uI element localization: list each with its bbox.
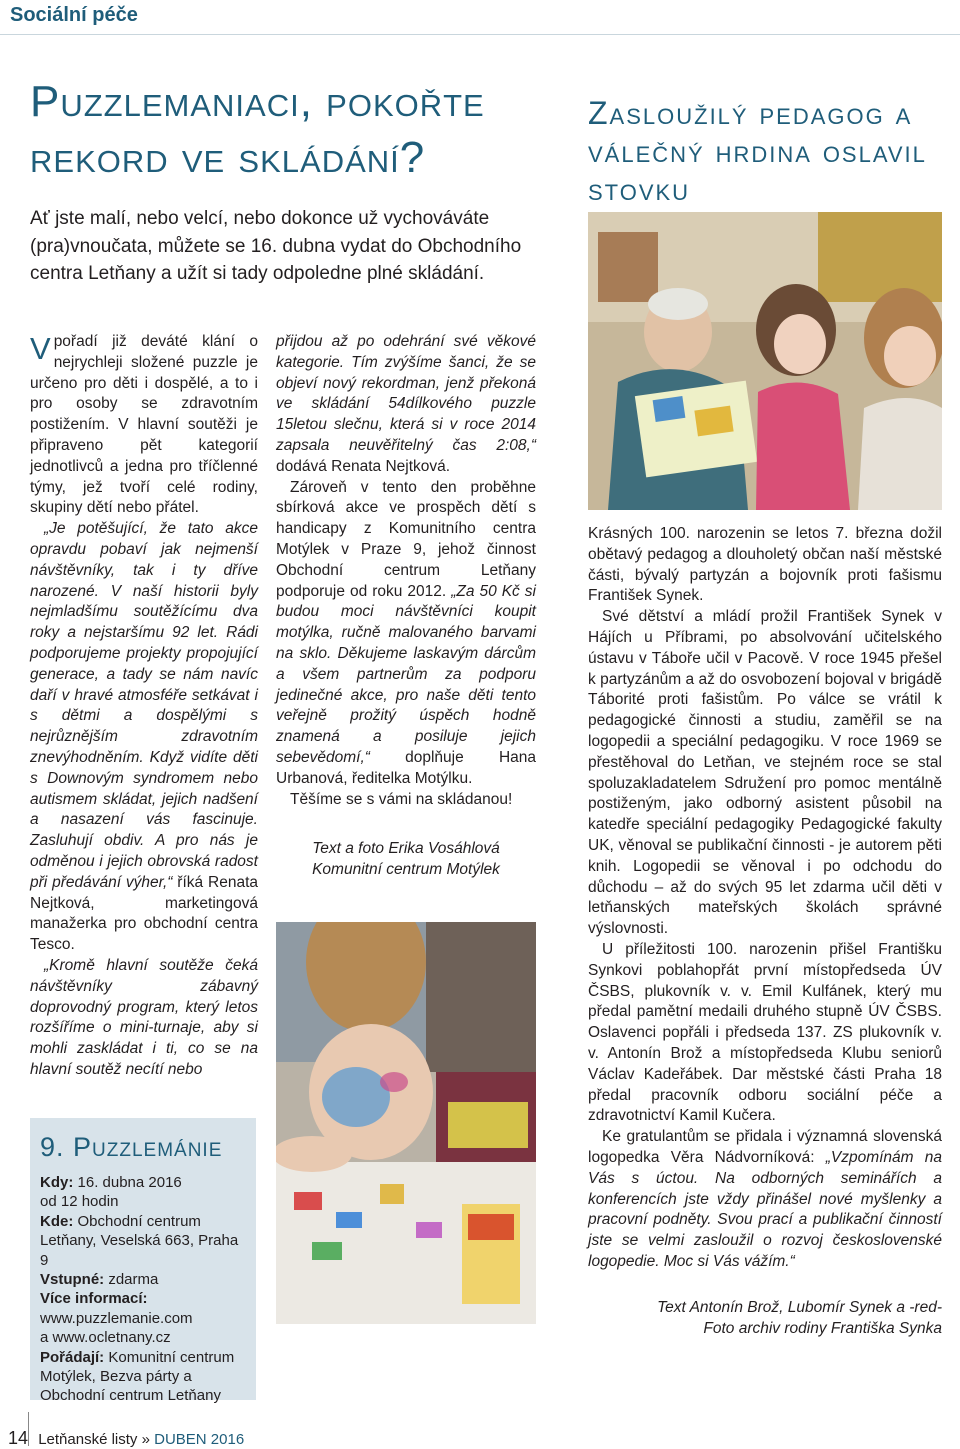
children-puzzle-photo-illustration (276, 922, 536, 1324)
info-web-link[interactable]: www.puzzlemanie.com (40, 1309, 193, 1327)
info-value: Obchodní centrum Letňany, Veselská 663, Praha 9 (40, 1212, 239, 1269)
paragraph: Zároveň v tento den proběhne sbírková akce ve prospěch dětí s handicapy z Komunitního centra Motýlek v Praze 9, jehož činnost Obchodní centrum Letňany podporuje od roku 2012. (276, 478, 536, 600)
section-label: Sociální péče (10, 4, 138, 26)
info-label: Více informací: (40, 1290, 148, 1308)
paragraph: pořadí již deváté klání o nejrychleji složené puzzle je určeno pro děti i dospělé, a to i pro osoby se zdravotním postižením. V hlavní soutěži je připraveno pět kategorií jednotlivců a jedna pro tříčlenné týmy, jež tvoří celé rodiny, skupiny dětí nebo přátel. (30, 333, 258, 517)
teacher-with-children-photo (588, 212, 942, 510)
info-label: Vstupné: (40, 1271, 105, 1289)
info-label: Pořádají: (40, 1348, 105, 1366)
publication-name: Letňanské listy (38, 1431, 138, 1448)
paragraph: doplňuje Hana Urbanová, ředitelka Motýlku. (276, 748, 536, 787)
quote-text: „Kromě hlavní soutěže čeká návštěvníky zábavný doprovodný program, který letos rozšíříme o mini-turnaje, aby si mohli zaskládat i ti, co se na hlavní soutěž necítí nebo (30, 956, 258, 1078)
closing-line: Těšíme se s vámi na skládanou! (290, 790, 513, 808)
paragraph: říká Renata Nejtková, marketingová manažerka pro obchodní centra Tesco. (30, 873, 259, 954)
main-article-column-2 (276, 332, 536, 880)
info-label: Kde: (40, 1212, 74, 1230)
quote-text: „Vzpomínám na Vás s úctou. Na odborných seminářích a konferencích jste vždy přinášel nové myšlenky a pracovní podněty. Svou prací a publikační činností jste se velmi zasloužil o rozvoj československé logopedie. Moc si Vás vážím.“ (588, 1148, 942, 1270)
drop-cap: V (30, 331, 51, 366)
credit-line: Text a foto Erika Vosáhlová (312, 840, 500, 858)
side-article-title: Zasloužilý pedagog a válečný hrdina oslavil stovku (588, 95, 927, 207)
info-time: od 12 hodin (40, 1193, 119, 1211)
credit-line: Text Antonín Brož, Lubomír Synek a -red- (657, 1298, 942, 1316)
info-value: Komunitní centrum Motýlek, Bezva párty a Obchodní centrum Letňany (40, 1348, 235, 1405)
main-article-credit (276, 838, 536, 880)
teacher-photo-illustration (588, 212, 942, 510)
paragraph: Krásných 100. narozenin se letos 7. března dožil obětavý pedagog a dlouholetý občan naší městské části, bývalý partyzán a bojovník proti fašismu František Synek. (588, 525, 942, 605)
quote-text: přijdou až po odehrání své věkové kategorie. Tím zvýšíme šanci, že se objeví nový rekordman, jenž překoná ve skládání 54dílkového puzzle 15letou slečnu, která si v roce 2014 zapsala neuvěřitelný čas 2:08,“ (276, 333, 536, 454)
info-more (40, 1289, 246, 1308)
page-number: 14 (8, 1428, 29, 1448)
event-info-box (30, 1118, 256, 1405)
credit-line: Foto archiv rodiny Františka Synka (703, 1319, 942, 1337)
quote-text: „Je potěšující, že tato akce opravdu pobaví jak nejmenší návštěvníky, tak i ty dříve narozené. V naší historii byly nejmladšímu soutěžícímu dva roky a nejstaršímu 92 let. Rádi podporujeme projekty propojující generace, a tady se nám navíc daří v hravé atmosféře setkávat i s dětmi a dospělými s nejrůznějším zdravotním znevýhodněním. Když vidíte děti s Downovým syndromem nebo autismem skládat, jejich nadšení a nasazení vás fascinuje. Zasluhují obdiv. A pro nás je odměnou i jejich obrovská radost při předávání výher,“ (30, 520, 258, 891)
side-article-body (588, 524, 942, 1339)
info-when (40, 1173, 246, 1192)
info-where (40, 1212, 246, 1270)
quote-text: „Za 50 Kč si budou moci návštěvníci koupit motýlka, ručně malovaného barvami na sklo. Děkujeme laskavým dárcům a všem partnerům za podporu jedinečné akce, pro naše děti tento veřejně prožitý úspěch hodně znamená a posiluje jejich sebevědomí,“ (276, 582, 536, 766)
children-puzzle-photo (276, 922, 536, 1324)
paragraph: U příležitosti 100. narozenin přišel Františku Synkovi poblahopřát první místopředseda ÚV ČSBS, plukovník v. v. Emil Kulfánek, který mu předal pamětní medaili druhého stupně ÚV ČSBS. Oslavenci popřáli i předseda 137. ZS plukovník v. v. Antonín Brož a místopředseda Klubu seniorů Václav Kadeřábek. Dar městské části Praha 18 předal pracovník odboru sociální péče a zdravotnictví Kamil Kučera. (588, 940, 942, 1125)
info-entry (40, 1270, 246, 1289)
info-web-link[interactable]: a www.ocletnany.cz (40, 1329, 171, 1347)
footer-separator: » (141, 1431, 150, 1448)
info-value: zdarma (104, 1271, 159, 1289)
top-divider (0, 34, 960, 35)
main-article-lead: Ať jste malí, nebo velcí, nebo dokonce už vychováváte (pra)vnoučata, můžete se 16. dubna vydat do Obchodního centra Letňany a užít si tady odpoledne plné skládání. (30, 208, 522, 284)
page-footer (8, 1428, 244, 1449)
paragraph: Ke gratulantům se přidala i významná slovenská logopedka Věra Nádvorníková: (588, 1128, 942, 1166)
info-value: 16. dubna 2016 (73, 1174, 182, 1191)
info-box-title: 9. Puzzlemánie (40, 1132, 223, 1162)
info-label: Kdy: (40, 1174, 74, 1191)
paragraph: dodává Renata Nejtková. (276, 457, 451, 475)
issue-label: DUBEN 2016 (154, 1431, 245, 1448)
main-article-column-1 (30, 332, 258, 1081)
info-organizers (40, 1348, 246, 1406)
credit-line: Komunitní centrum Motýlek (312, 861, 500, 879)
paragraph: Své dětství a mládí prožil František Synek v Hájích u Příbrami, po absolvování učitelského ústavu v Táboře učil v Pacově. V roce 1945 přešel k partyzánům a až do osvobození bojoval v brigádě Táborité proti fašistům. Po válce se vrátil k pedagogické činnosti a studiu, zaměřil se na logopedii a speciální pedagogiku. V roce 1969 se přestěhoval do Letňan, ve stejném roce se stal spoluzakladatelem Sdružení pro pomoc mentálně postiženým, jako odborný asistent působil na katedře speciální pedagogiky Pedagogické fakulty UK, věnoval se publikační činnosti - je autorem pěti knih. Logopedii se věnoval i po odchodu do důchodu – až do svých 95 let zdarma učil děti v letňanských mateřských školách správné výslovnosti. (588, 608, 942, 938)
side-article-credit (588, 1297, 942, 1339)
main-article-title: Puzzlemaniaci, pokořte rekord ve skládání? (30, 77, 485, 182)
